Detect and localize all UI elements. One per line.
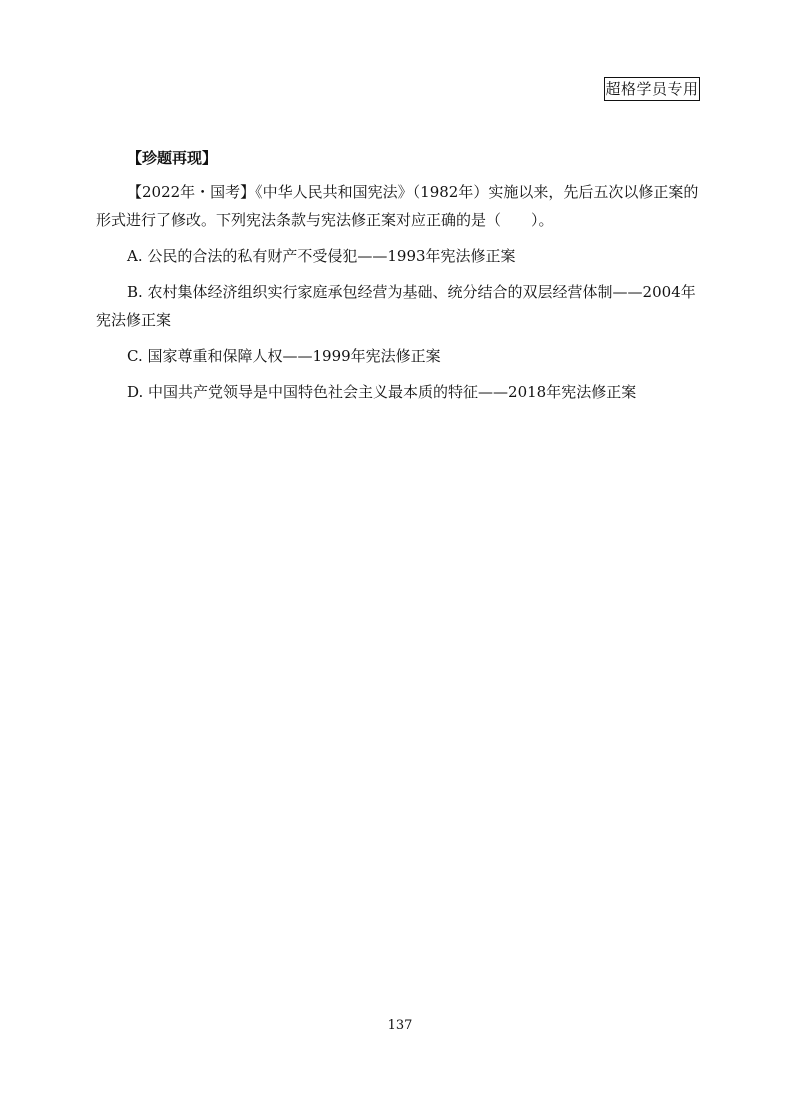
option-b: B. 农村集体经济组织实行家庭承包经营为基础、统分结合的双层经营体制——2004年宪法修正案 [96, 283, 696, 329]
option-a: A. 公民的合法的私有财产不受侵犯——1993年宪法修正案 [127, 247, 516, 265]
page-number: 137 [387, 1018, 413, 1033]
question-stem: 【2022年・国考】《中华人民共和国宪法》（1982年）实施以来，先后五次以修正案的形式进行了修改。下列宪法条款与宪法修正案对应正确的是（ ）。 [96, 183, 699, 229]
option-c: C. 国家尊重和保障人权——1999年宪法修正案 [127, 347, 441, 365]
section-title: 【珍题再现】 [127, 149, 218, 167]
option-d: D. 中国共产党领导是中国特色社会主义最本质的特征——2018年宪法修正案 [127, 383, 637, 401]
exclusive-badge: 超格学员专用 [604, 77, 700, 101]
